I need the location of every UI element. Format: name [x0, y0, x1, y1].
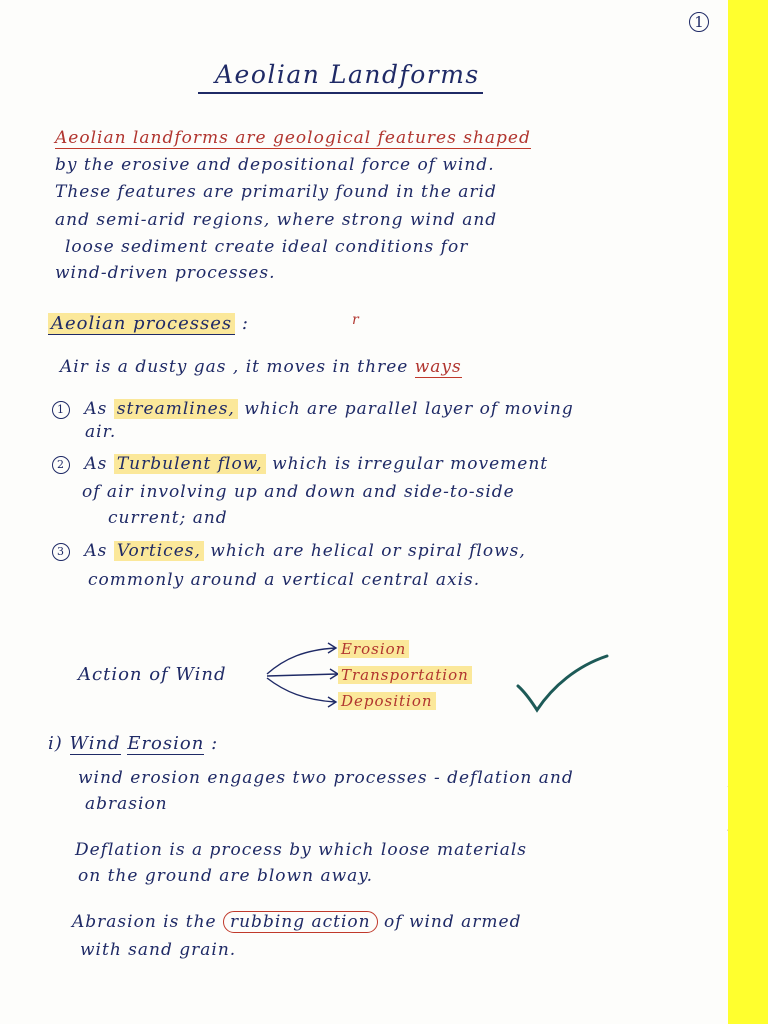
item-2-desc: which is irregular movement: [272, 454, 549, 474]
air-line: [60, 357, 462, 377]
wind-erosion-colon: :: [211, 733, 219, 754]
item-3-continuation: commonly around a vertical central axis.: [88, 570, 481, 590]
process-item-3: [52, 541, 526, 561]
intro-line-2: by the erosive and depositional force of wind.: [55, 155, 495, 175]
abrasion-text-a: Abrasion is the: [72, 912, 217, 932]
abrasion-line-1: [72, 912, 522, 932]
item-2-continuation-1: of air involving up and down and side-to-side: [82, 482, 515, 502]
action-of-wind-label: Action of Wind: [78, 664, 227, 685]
outcome-deposition-text: Deposition: [338, 692, 436, 710]
processes-heading: [48, 313, 249, 334]
outcome-transportation-text: Transportation: [338, 666, 472, 684]
item-1-desc: which are parallel layer of moving: [244, 399, 574, 419]
wind-erosion-prefix: i): [48, 733, 63, 754]
intro-line-1-text: Aeolian landforms are geological features shaped: [55, 128, 531, 148]
deflation-line-2: on the ground are blown away.: [78, 866, 374, 886]
page-title: Aeolian Landforms: [215, 60, 480, 89]
processes-heading-colon: :: [241, 313, 249, 334]
wind-erosion-word-2: Erosion: [127, 733, 205, 754]
intro-line-6: wind-driven processes.: [55, 263, 276, 283]
branch-arrows: [265, 636, 345, 712]
item-1-continuation: air.: [85, 422, 117, 442]
erosion-line-2: abrasion: [85, 794, 168, 814]
item-3-number: 3: [52, 543, 70, 561]
wind-erosion-heading: [48, 733, 218, 754]
item-2-term: Turbulent flow,: [114, 454, 266, 474]
yellow-margin-strip: [728, 0, 768, 1024]
item-1-term: streamlines,: [114, 399, 238, 419]
air-line-text: Air is a dusty gas , it moves in three: [60, 357, 409, 377]
abrasion-rubbing-action: rubbing action: [223, 911, 378, 933]
item-2-number: 2: [52, 456, 70, 474]
process-item-1: [52, 399, 574, 419]
intro-line-3: These features are primarily found in the arid: [55, 182, 497, 202]
check-mark-icon: [515, 652, 610, 714]
outcome-erosion: [338, 640, 409, 658]
abrasion-line-2: with sand grain.: [80, 940, 237, 960]
item-3-as: As: [84, 541, 108, 561]
intro-line-5: loose sediment create ideal conditions for: [65, 237, 469, 257]
outcome-deposition: [338, 692, 436, 710]
outcome-erosion-text: Erosion: [338, 640, 409, 658]
intro-line-4: and semi-arid regions, where strong wind and: [55, 210, 498, 230]
intro-line-1: [55, 128, 531, 148]
item-3-term: Vortices,: [114, 541, 204, 561]
air-line-ways: ways: [414, 357, 462, 377]
outcome-transportation: [338, 666, 472, 684]
deflation-line-1: Deflation is a process by which loose materials: [75, 840, 527, 860]
item-1-as: As: [84, 399, 108, 419]
item-2-continuation-2: current; and: [108, 508, 228, 528]
stray-mark: r: [352, 312, 360, 328]
item-2-as: As: [84, 454, 108, 474]
erosion-line-1: wind erosion engages two processes - deflation and: [78, 768, 574, 788]
item-1-number: 1: [52, 401, 70, 419]
item-3-desc: which are helical or spiral flows,: [210, 541, 526, 561]
processes-heading-text: Aeolian processes: [48, 313, 235, 335]
wind-erosion-word-1: Wind: [69, 733, 121, 754]
process-item-2: [52, 454, 548, 474]
title-underline: [198, 92, 483, 94]
abrasion-text-c: of wind armed: [384, 912, 522, 932]
page-number: 1: [689, 12, 709, 32]
